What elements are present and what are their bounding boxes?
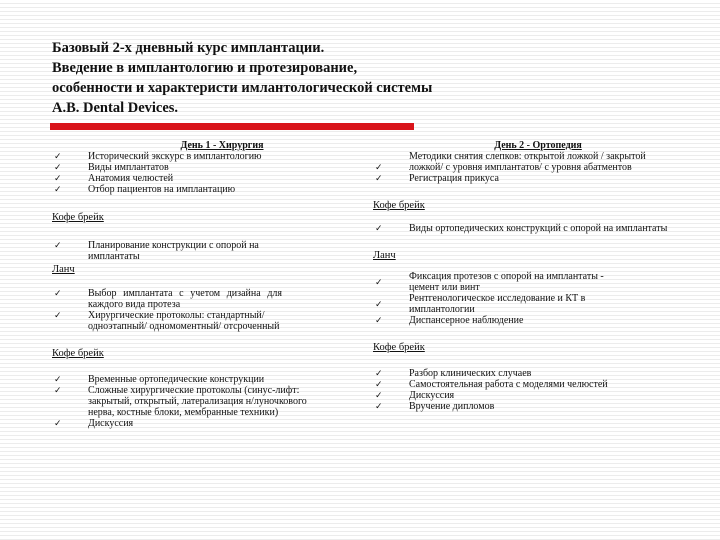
list-item: ✓ Фиксация протезов с опорой на имплантаты - цемент или винт <box>375 271 604 293</box>
list-item: ✓ Хирургические протоколы: стандартный/ одноэтапный/ одномоментный/ отсроченный <box>54 310 280 332</box>
checkmark-icon: ✓ <box>54 184 62 194</box>
day2-block1-list <box>373 151 673 184</box>
list-item: ✓ Разбор клинических случаев <box>375 368 532 379</box>
checkmark-icon: ✓ <box>375 277 383 287</box>
list-item: ✓ Выбор имплантата с учетом дизайна для каждого вида протеза <box>54 288 282 310</box>
title-line: особенности и характеристи имлантологической системы <box>52 80 433 96</box>
checkmark-icon: ✓ <box>375 299 383 309</box>
checkmark-icon: ✓ <box>54 162 62 172</box>
list-item: ✓ Вручение дипломов <box>375 401 495 412</box>
list-item: ✓ Планирование конструкции с опорой на имплантаты <box>54 240 259 262</box>
list-item: ✓ Дискуссия <box>54 418 134 429</box>
day1-lunch: Ланч <box>52 264 75 275</box>
day2-block3-list <box>373 271 673 326</box>
day1-title: День 1 - Хирургия <box>180 140 264 151</box>
checkmark-icon: ✓ <box>54 418 62 428</box>
list-item: ✓ Методики снятия слепков: открытой ложкой / закрытой ложкой/ с уровня имплантатов/ с уровня абатментов <box>375 151 646 173</box>
checkmark-icon: ✓ <box>54 151 62 161</box>
title-line: Базовый 2-х дневный курс имплантации. <box>52 40 325 56</box>
title-line: A.B. Dental Devices. <box>52 100 179 116</box>
checkmark-icon: ✓ <box>375 162 383 172</box>
list-item: ✓ Рентгенологическое исследование и КТ в имплантологии <box>375 293 586 315</box>
list-item: ✓ Временные ортопедические конструкции <box>54 374 265 385</box>
checkmark-icon: ✓ <box>375 379 383 389</box>
list-item: ✓ Регистрация прикуса <box>375 173 499 184</box>
day2-column <box>373 140 673 412</box>
checkmark-icon: ✓ <box>375 173 383 183</box>
list-item: ✓ Виды имплантатов <box>54 162 169 173</box>
day2-block2-list <box>373 223 673 234</box>
checkmark-icon: ✓ <box>375 390 383 400</box>
checkmark-icon: ✓ <box>54 240 62 250</box>
day2-lunch: Ланч <box>373 250 396 261</box>
day1-coffee-break-1: Кофе брейк <box>52 212 104 223</box>
red-accent-bar <box>50 123 414 130</box>
day1-column <box>52 140 362 429</box>
checkmark-icon: ✓ <box>54 173 62 183</box>
checkmark-icon: ✓ <box>375 401 383 411</box>
title-line: Введение в имплантологию и протезирование, <box>52 60 358 76</box>
list-item: ✓ Самостоятельная работа с моделями челюстей <box>375 379 608 390</box>
checkmark-icon: ✓ <box>375 368 383 378</box>
slide-title <box>52 38 672 118</box>
day1-block4-list <box>52 374 362 429</box>
checkmark-icon: ✓ <box>375 315 383 325</box>
day1-block2-list <box>52 240 362 262</box>
day2-coffee-break-2: Кофе брейк <box>373 342 425 353</box>
day1-block1-list <box>52 151 362 195</box>
checkmark-icon: ✓ <box>54 310 62 320</box>
day1-coffee-break-2: Кофе брейк <box>52 348 104 359</box>
day1-block3-list <box>52 288 362 332</box>
checkmark-icon: ✓ <box>375 223 383 233</box>
checkmark-icon: ✓ <box>54 374 62 384</box>
day2-title: День 2 - Ортопедия <box>494 140 582 151</box>
list-item: ✓ Сложные хирургические протоколы (синус-лифт: закрытый, открытый, латерализация н/луночкового нерва, костные блоки, мембранные техники) <box>54 385 307 418</box>
list-item: ✓ Дискуссия <box>375 390 455 401</box>
list-item: ✓ Виды ортопедических конструкций с опорой на имплантаты <box>375 223 668 234</box>
list-item: ✓ Диспансерное наблюдение <box>375 315 524 326</box>
day2-block4-list <box>373 368 673 412</box>
list-item: ✓ Исторический экскурс в имплантологию <box>54 151 262 162</box>
checkmark-icon: ✓ <box>54 288 62 298</box>
list-item: ✓ Отбор пациентов на имплантацию <box>54 184 236 195</box>
list-item: ✓ Анатомия челюстей <box>54 173 174 184</box>
checkmark-icon: ✓ <box>54 385 62 395</box>
day2-coffee-break-1: Кофе брейк <box>373 200 425 211</box>
